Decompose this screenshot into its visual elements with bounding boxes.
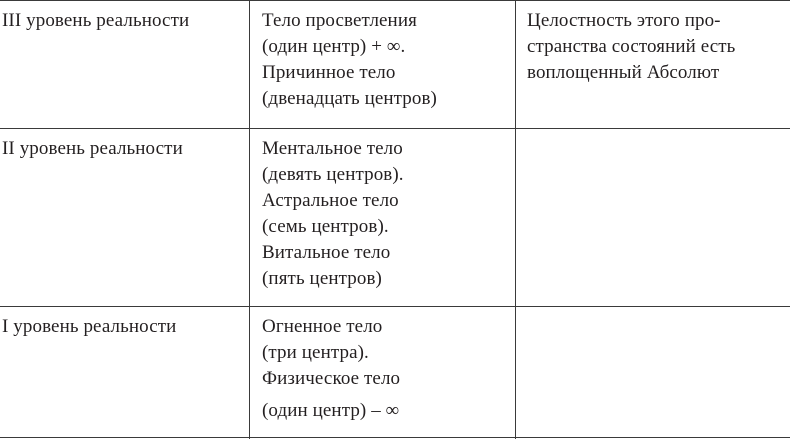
row-divider — [0, 437, 790, 438]
body-line: (девять центров). — [262, 164, 404, 185]
row-divider — [0, 0, 790, 1]
row-divider — [0, 306, 790, 307]
bodies-cell-i — [262, 314, 400, 424]
column-divider — [515, 0, 516, 439]
body-line: Ментальное тело — [262, 138, 403, 159]
level-label: II уровень реальности — [2, 138, 183, 159]
note-line: Целостность этого про- — [527, 10, 721, 31]
bodies-cell-iii — [262, 8, 437, 112]
body-line: Причинное тело — [262, 62, 396, 83]
body-line: (три центра). — [262, 342, 369, 363]
body-line: (семь центров). — [262, 216, 389, 237]
level-cell-ii — [2, 136, 183, 162]
body-line: (двенадцать центров) — [262, 88, 437, 109]
row-divider — [0, 128, 790, 129]
note-line: воплощенный Абсолют — [527, 62, 720, 83]
column-divider — [249, 0, 250, 439]
level-label: I уровень реальности — [2, 316, 177, 337]
body-line: Тело просветления — [262, 10, 417, 31]
body-line: (один центр) – ∞ — [262, 400, 400, 421]
body-line: Астральное тело — [262, 190, 399, 211]
body-line: Огненное тело — [262, 316, 383, 337]
body-line: (один центр) + ∞. — [262, 36, 406, 57]
body-line: Витальное тело — [262, 242, 391, 263]
level-cell-i — [2, 314, 176, 340]
bodies-cell-ii — [262, 136, 404, 292]
body-line: (пять центров) — [262, 268, 382, 289]
note-line: странства состояний есть — [527, 36, 736, 57]
level-cell-iii — [2, 8, 189, 34]
level-label: III уровень реальности — [2, 10, 190, 31]
body-line: Физическое тело — [262, 368, 401, 389]
note-cell-iii — [527, 8, 735, 86]
